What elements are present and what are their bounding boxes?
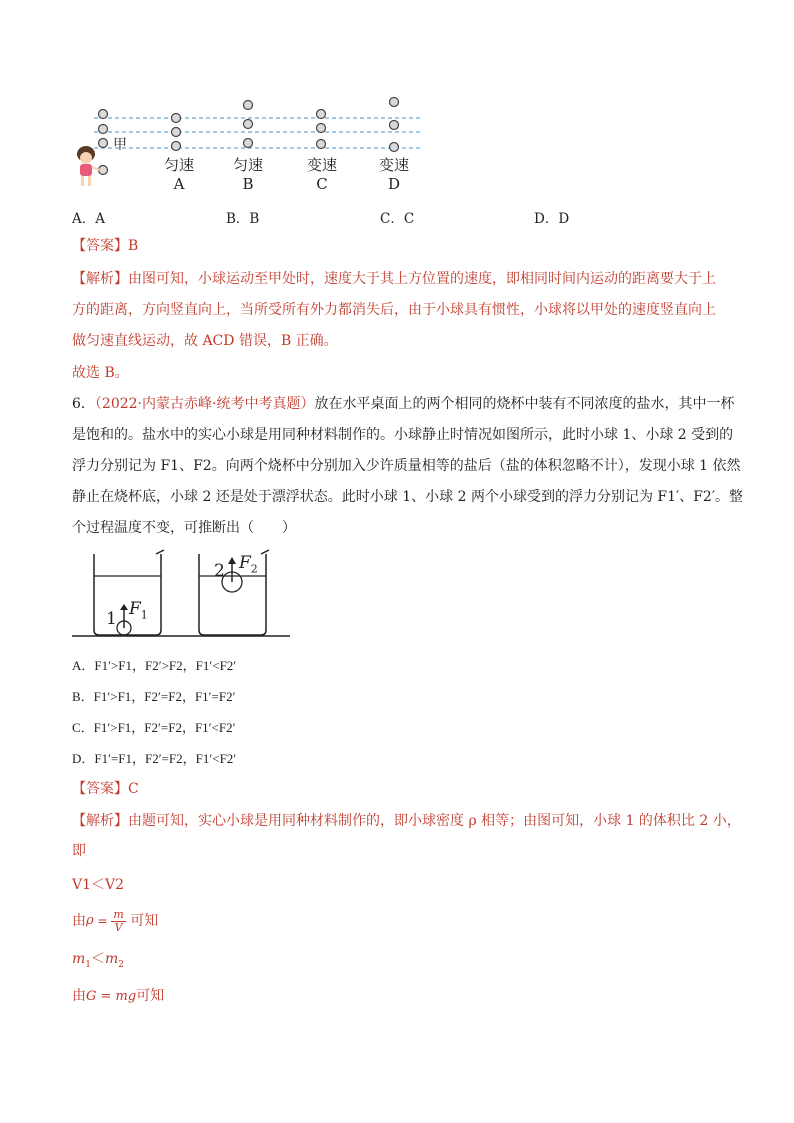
- q5-analysis-line-3: 做匀速直线运动，故 ACD 错误，B 正确。: [72, 333, 338, 349]
- ball-column-c: [317, 110, 326, 149]
- q6-option-a: A．F1′>F1，F2′>F2，F1′<F2′: [72, 658, 237, 673]
- q5-analysis-line-1: [72, 266, 732, 292]
- q6-source: （2022·内蒙古赤峰·统考中考真题）: [94, 396, 315, 412]
- q6-analysis-line-1: [72, 808, 741, 834]
- q6-m1-sub: 1: [85, 959, 92, 970]
- q6-stem-text-1: 放在水平桌面上的两个相同的烧杯中装有不同浓度的盐水，其中一杯: [314, 396, 735, 412]
- q6-stem-line-3: 浮力分别记为 F1、F2。向两个烧杯中分别加入少许质量相等的盐后（盐的体积忽略不计），发现小球 1 依然: [72, 458, 741, 474]
- q6-answer-tag: 【答案】: [72, 781, 128, 797]
- q6-analysis-text-1: 由题可知，实心小球是用同种材料制作的，即小球密度 ρ 相等；由图可知，小球 1 的体积比 2 小，: [128, 813, 741, 829]
- q6-answer-value: C: [128, 781, 139, 797]
- q6-number: 6．: [72, 396, 95, 412]
- q5-choice-c: C．C: [380, 211, 415, 227]
- q6-stem-line-5: 个过程温度不变，可推断出（ ）: [72, 520, 296, 536]
- q6-from1-suffix: 可知: [125, 913, 159, 929]
- ball-column-d: [390, 98, 399, 152]
- q5-answer: [72, 233, 732, 259]
- q5-analysis-tag: 【解析】: [72, 271, 128, 287]
- q5-choice-a: A．A: [72, 211, 105, 227]
- q6-stem-line-4: 静止在烧杯底，小球 2 还是处于漂浮状态。此时小球 1、小球 2 两个小球受到的浮力分别记为 F1′、F2′。整: [72, 489, 744, 505]
- q6-density-formula-line: [72, 906, 732, 936]
- q6-analysis-line-2: 即: [72, 843, 86, 859]
- q6-g-formula: G = mg: [86, 989, 137, 1004]
- force-1-symbol: F: [129, 599, 141, 619]
- q5-answer-tag: 【答案】: [72, 238, 128, 254]
- q6-option-d: D．F1′=F1，F2′=F2，F1′<F2′: [72, 751, 237, 766]
- q6-analysis-tag: 【解析】: [72, 813, 128, 829]
- force-2-subscript: 2: [250, 562, 258, 576]
- force-arrowhead-2: [228, 557, 236, 564]
- force-1-label: [129, 599, 148, 621]
- label-letter-d: D: [387, 175, 401, 193]
- ball-column-b: [244, 101, 253, 148]
- label-motion-a: 匀速: [163, 156, 194, 174]
- label-letter-c: C: [316, 175, 328, 193]
- label-motion-b: 匀速: [232, 156, 263, 174]
- q6-m1: m: [72, 951, 86, 967]
- beaker-figure: [72, 548, 292, 640]
- label-letter-b: B: [242, 175, 254, 193]
- q6-option-c: C．F1′>F1，F2′=F2，F1′<F2′: [72, 720, 236, 735]
- ball-column-left: [99, 110, 108, 175]
- ball-column-a: [172, 114, 181, 151]
- beaker-2-spout: [261, 550, 269, 554]
- q6-from1-prefix: 由: [72, 913, 86, 929]
- q6-option-b: B．F1′>F1，F2′=F2，F1′=F2′: [72, 689, 236, 704]
- q6-fraction: [111, 909, 125, 934]
- q5-choice-b: B．B: [226, 211, 260, 227]
- force-1-subscript: 1: [140, 608, 148, 622]
- q6-gravity-formula-line: [72, 983, 732, 1010]
- girl-illustration: [77, 146, 99, 186]
- q6-mass-relation: [72, 946, 732, 978]
- q6-m2: m: [105, 951, 119, 967]
- q5-analysis-line-2: 方的距离，方向竖直向上，当所受所有外力都消失后，由于小球具有惯性，小球将以甲处的速度竖直向上: [72, 302, 716, 318]
- marker-jia: 甲: [113, 137, 127, 153]
- label-letter-a: A: [173, 175, 185, 193]
- q5-conclusion: 故选 B。: [72, 365, 129, 381]
- q6-volume-relation: V1＜V2: [72, 877, 125, 893]
- force-2-label: [239, 553, 258, 575]
- q5-analysis-text-1: 由图可知，小球运动至甲处时，速度大于其上方位置的速度，即相同时间内运动的距离要大于上: [128, 271, 716, 287]
- q6-stem-line-1: [72, 391, 735, 417]
- beaker-1: [94, 554, 161, 635]
- ball-1-label: 1: [106, 609, 117, 629]
- q6-from2-prefix: 由: [72, 988, 86, 1004]
- force-2-symbol: F: [239, 553, 251, 573]
- label-motion-c: 变速: [306, 156, 337, 174]
- q6-from2-suffix: 可知: [136, 988, 165, 1004]
- q6-answer: [72, 776, 732, 802]
- beaker-1-spout: [156, 550, 164, 554]
- q6-frac-den: V: [114, 920, 123, 934]
- force-arrowhead-1: [120, 604, 128, 610]
- q6-m2-sub: 2: [118, 959, 125, 970]
- q6-lt: ＜: [91, 951, 106, 967]
- label-motion-d: 变速: [378, 156, 409, 174]
- q6-rho: ρ: [86, 913, 94, 928]
- q6-frac-num: m: [113, 907, 124, 921]
- ball-2-label: 2: [214, 561, 225, 581]
- q5-answer-value: B: [128, 238, 139, 254]
- q6-stem-line-2: 是饱和的。盐水中的实心小球是用同种材料制作的。小球静止时情况如图所示，此时小球 1、小球 2 受到的: [72, 427, 734, 443]
- q6-eq: =: [93, 914, 112, 928]
- q5-choice-d: D．D: [534, 211, 570, 227]
